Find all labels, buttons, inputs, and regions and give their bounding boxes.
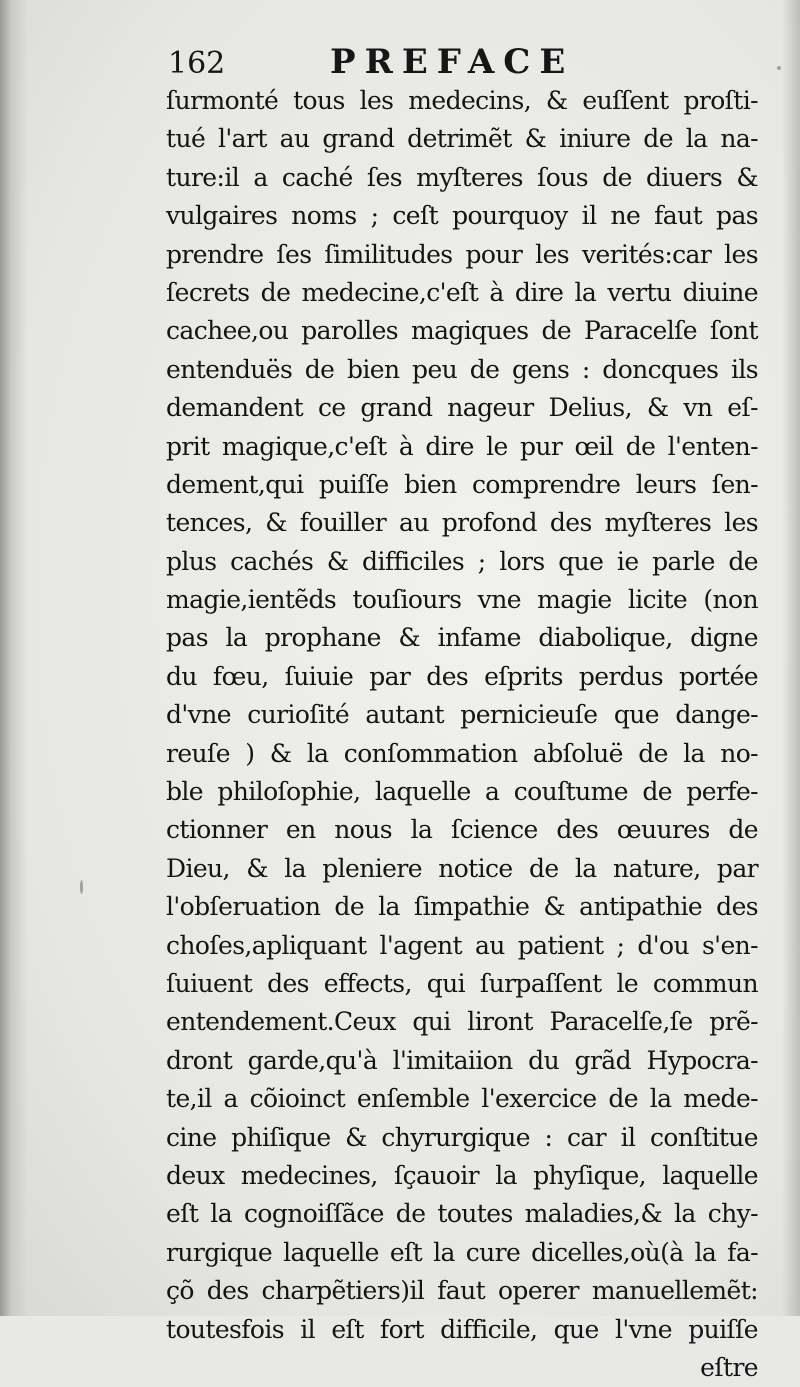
paper-mark (777, 66, 781, 70)
text-line: d'vne curioſité autant pernicieuſe que dange- (166, 700, 758, 730)
page-edge-shadow (782, 0, 800, 1316)
page-number: 162 (168, 46, 226, 81)
text-line: l'obſeruation de la ſimpathie & antipathie des (166, 892, 758, 922)
text-line: cachee,ou parolles magiques de Paracelſe ſont (166, 316, 758, 346)
text-line: plus cachés & difficiles ; lors que ie parle de (166, 546, 758, 576)
text-line: ſurmonté tous les medecins, & euſſent proſti- (166, 86, 758, 115)
text-line: ſuiuent des effects, qui ſurpaſſent le commun (166, 968, 758, 998)
text-line: entendement.Ceux qui liront Paracelſe,ſe prẽ- (166, 1007, 758, 1037)
text-line: vulgaires noms ; ceſt pourquoy il ne faut pas (166, 201, 758, 231)
text-line: demandent ce grand nageur Delius, & vn eſ- (166, 393, 758, 423)
text-line: tué l'art au grand detrimẽt & iniure de la na- (166, 124, 758, 154)
text-line: entenduës de bien peu de gens : doncques ils (166, 354, 758, 384)
text-line: du fœu, ſuiuie par des eſprits perdus portée (166, 661, 758, 691)
text-line: choſes,apliquant l'agent au patient ; d'ou s'en- (166, 930, 758, 960)
text-line: prit magique,c'eſt à dire le pur œil de l'enten- (166, 431, 758, 461)
text-line: dement,qui puiſſe bien comprendre leurs ſen- (166, 469, 758, 499)
text-line: te,il a cõioinct enſemble l'exercice de la mede- (166, 1084, 758, 1114)
text-line: cine phiſique & chyrurgique : car il conſtitue (166, 1122, 758, 1152)
binding-shadow (0, 0, 28, 1316)
text-line: pas la prophane & infame diabolique, digne (166, 623, 758, 653)
paper-mark (80, 880, 83, 894)
text-line: Dieu, & la pleniere notice de la nature, par (166, 853, 758, 883)
catchword: eſtre (700, 1352, 758, 1382)
text-line: reuſe ) & la conſommation abſoluë de la no- (166, 738, 758, 768)
body-text (166, 82, 758, 1387)
text-line: prendre ſes ſimilitudes pour les verités:car les (166, 239, 758, 269)
text-line: toutesfois il eſt fort difficile, que l'vne puiſſe (166, 1314, 758, 1344)
text-line: deux medecines, ſçauoir la phyſique, laquelle (166, 1160, 758, 1190)
text-line: dront garde,qu'à l'imitaiion du grãd Hypocra- (166, 1045, 758, 1075)
page-header (168, 42, 768, 86)
text-line: ble philoſophie, laquelle a couſtume de perfe- (166, 777, 758, 807)
text-line: ctionner en nous la ſcience des œuures de (166, 815, 758, 845)
text-line: eſt la cognoiſſãce de toutes maladies,& la chy- (166, 1199, 758, 1229)
running-head: PREFACE (330, 42, 575, 82)
text-line: ture:il a caché ſes myſteres ſous de diuers & (166, 162, 758, 192)
text-line: ſecrets de medecine,c'eſt à dire la vertu diuine (166, 277, 758, 307)
text-line: çõ des charpẽtiers)il faut operer manuellemẽt: (166, 1276, 758, 1306)
text-line: rurgique laquelle eſt la cure dicelles,où(à la fa- (166, 1237, 758, 1267)
text-line: magie,ientẽds touſiours vne magie licite (non (166, 585, 758, 615)
text-line: tences, & fouiller au profond des myſteres les (166, 508, 758, 538)
